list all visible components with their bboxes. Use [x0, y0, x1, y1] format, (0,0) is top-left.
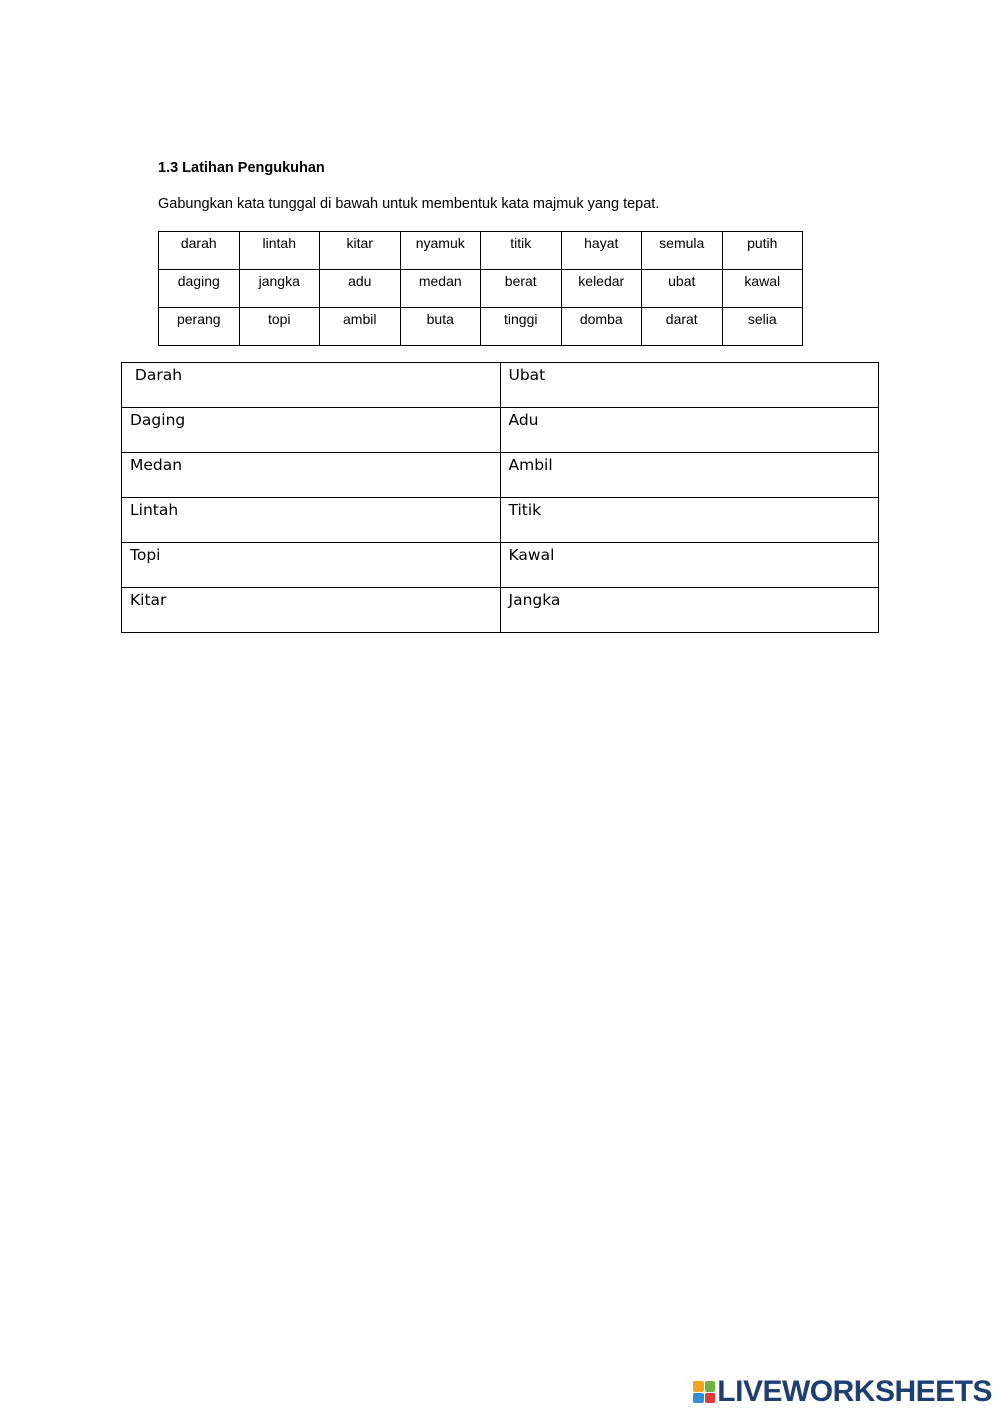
answer-row	[122, 363, 879, 408]
word-bank-row	[159, 270, 803, 308]
word-cell: ubat	[642, 270, 723, 308]
word-cell: perang	[159, 308, 240, 346]
word-cell: domba	[561, 308, 642, 346]
answer-text: Jangka	[508, 591, 561, 609]
answer-row	[122, 543, 879, 588]
word-cell: hayat	[561, 232, 642, 270]
word-bank-row	[159, 308, 803, 346]
logo-square	[705, 1393, 716, 1404]
instruction-text: Gabungkan kata tunggal di bawah untuk membentuk kata majmuk yang tepat.	[158, 196, 660, 212]
word-cell: kitar	[320, 232, 401, 270]
word-cell: jangka	[239, 270, 320, 308]
word-cell: buta	[400, 308, 481, 346]
word-cell: lintah	[239, 232, 320, 270]
logo-square	[693, 1381, 704, 1392]
answer-text: Medan	[130, 456, 183, 474]
word-cell: kawal	[722, 270, 803, 308]
answer-row	[122, 408, 879, 453]
answer-cell[interactable]	[500, 543, 879, 588]
answer-text: Kitar	[130, 591, 167, 609]
word-cell: selia	[722, 308, 803, 346]
liveworksheets-logo	[693, 1375, 992, 1409]
answer-cell[interactable]	[122, 363, 501, 408]
liveworksheets-wordmark: LIVEWORKSHEETS	[717, 1375, 992, 1408]
answer-cell[interactable]	[122, 453, 501, 498]
word-cell: berat	[481, 270, 562, 308]
answer-text: Ambil	[508, 456, 553, 474]
answer-text: Ubat	[508, 366, 546, 384]
word-cell: ambil	[320, 308, 401, 346]
answer-cell[interactable]	[122, 408, 501, 453]
word-cell: adu	[320, 270, 401, 308]
word-cell: semula	[642, 232, 723, 270]
answer-cell[interactable]	[500, 498, 879, 543]
liveworksheets-icon	[693, 1381, 715, 1403]
word-cell: medan	[400, 270, 481, 308]
word-cell: keledar	[561, 270, 642, 308]
word-cell: darat	[642, 308, 723, 346]
answer-text: Adu	[508, 411, 539, 429]
answer-cell[interactable]	[122, 588, 501, 633]
answer-cell[interactable]	[122, 543, 501, 588]
answer-cell[interactable]	[500, 408, 879, 453]
answer-text: Topi	[130, 546, 161, 564]
answer-row	[122, 453, 879, 498]
logo-square	[693, 1393, 704, 1404]
word-cell: putih	[722, 232, 803, 270]
answer-cell[interactable]	[500, 363, 879, 408]
word-bank-row	[159, 232, 803, 270]
word-cell: daging	[159, 270, 240, 308]
answer-text: Darah	[130, 366, 183, 384]
answer-cell[interactable]	[122, 498, 501, 543]
section-title: 1.3 Latihan Pengukuhan	[158, 160, 325, 176]
answer-text: Kawal	[508, 546, 555, 564]
answer-cell[interactable]	[500, 588, 879, 633]
answer-cell[interactable]	[500, 453, 879, 498]
answer-text: Lintah	[130, 501, 179, 519]
answer-text: Titik	[508, 501, 542, 519]
answer-table	[121, 362, 879, 633]
word-cell: nyamuk	[400, 232, 481, 270]
logo-square	[705, 1381, 716, 1392]
word-cell: tinggi	[481, 308, 562, 346]
word-cell: darah	[159, 232, 240, 270]
word-bank-table	[158, 231, 803, 346]
word-cell: titik	[481, 232, 562, 270]
word-cell: topi	[239, 308, 320, 346]
answer-row	[122, 588, 879, 633]
answer-row	[122, 498, 879, 543]
answer-text: Daging	[130, 411, 186, 429]
